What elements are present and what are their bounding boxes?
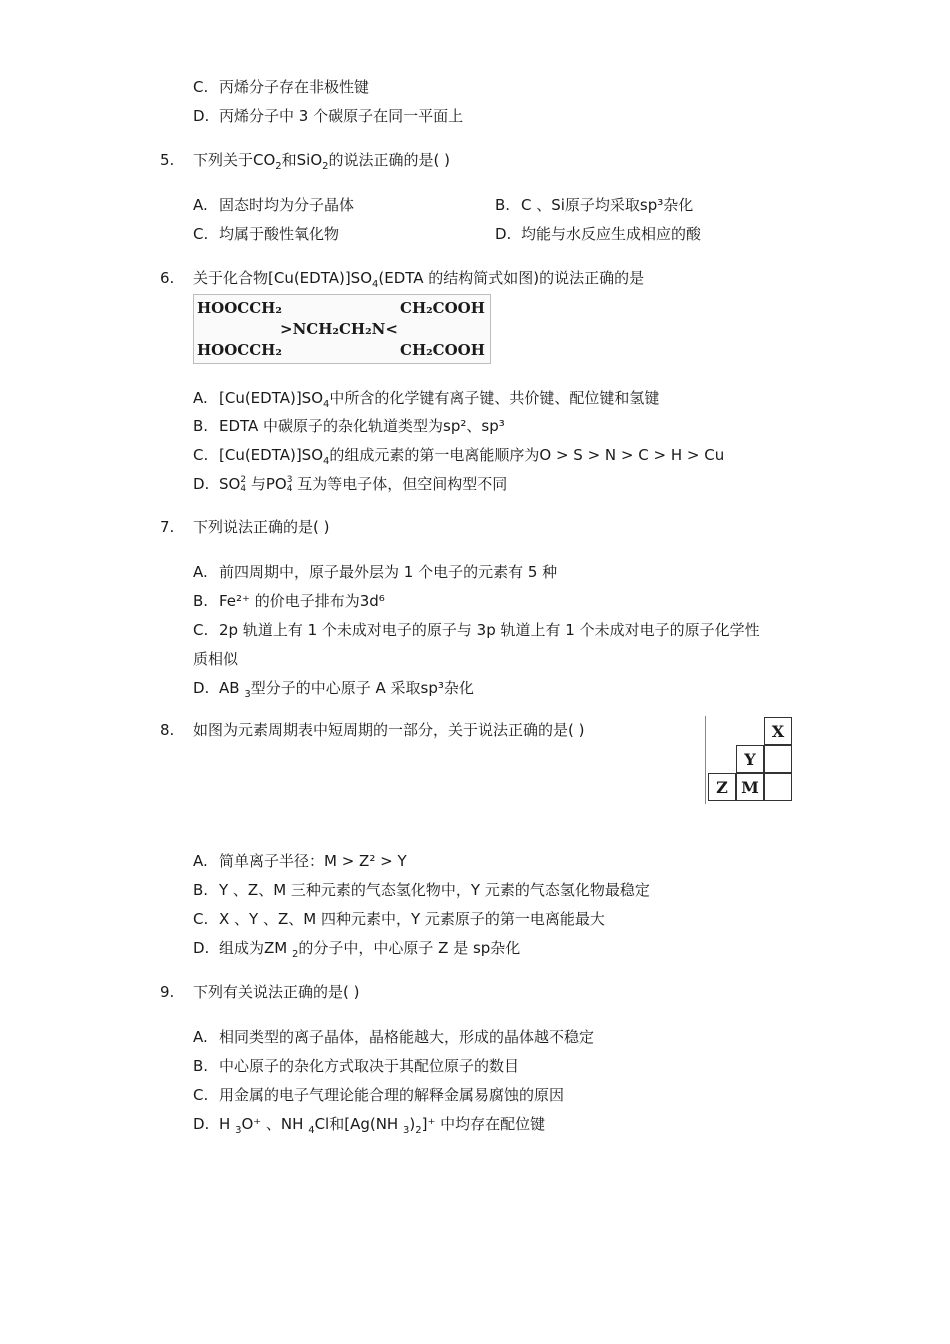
- subscript: 4: [323, 399, 330, 410]
- stem-part: 关于化合物[Cu(EDTA)]SO: [193, 269, 373, 287]
- cell-x: X: [764, 717, 792, 745]
- q8-number: 8.: [160, 721, 175, 739]
- q7-number: 7.: [160, 518, 175, 536]
- q7-option-c-continued: 质相似: [193, 650, 239, 668]
- cell-empty: [764, 745, 792, 773]
- option-text: X 、Y 、Z、M 四种元素中，Y 元素原子的第一电离能最大: [219, 910, 605, 928]
- subscript: 2: [292, 949, 299, 960]
- subscript: 4: [240, 483, 247, 494]
- option-label: D.: [193, 1115, 210, 1133]
- structure-group-top-right: CH₂COOH: [400, 299, 485, 317]
- option-label: C.: [193, 78, 209, 96]
- q6-stem: [193, 268, 644, 288]
- stem-part: 和SiO: [281, 151, 323, 169]
- option-text: 前四周期中，原子最外层为 1 个电子的元素有 5 种: [219, 563, 558, 581]
- option-text: 均属于酸性氧化物: [219, 225, 340, 243]
- option-text: ): [409, 1115, 416, 1133]
- q5-option-a: [193, 195, 354, 215]
- q5-stem: [193, 150, 450, 170]
- q9-number: 9.: [160, 983, 175, 1001]
- option-label: A.: [193, 1028, 208, 1046]
- q7-option-c: [193, 620, 760, 640]
- option-label: B.: [495, 196, 511, 214]
- option-text: SO: [219, 475, 241, 493]
- option-text: Cl和[Ag(NH: [314, 1115, 403, 1133]
- q4-option-c: [193, 77, 369, 97]
- cell-m: M: [736, 773, 764, 801]
- option-text: H: [219, 1115, 236, 1133]
- subscript: 4: [372, 279, 379, 290]
- stem-part: 的说法正确的是( ): [328, 151, 451, 169]
- option-label: D.: [193, 107, 210, 125]
- q5-option-d: [495, 224, 701, 244]
- option-text: 的组成元素的第一电离能顺序为O > S > N > C > H > Cu: [329, 446, 725, 464]
- table-left-border: [705, 716, 706, 804]
- superscript: 3: [286, 474, 293, 485]
- option-text: 型分子的中心原子 A 采取sp³杂化: [250, 679, 474, 697]
- option-text: 均能与水反应生成相应的酸: [521, 225, 702, 243]
- stem-part: 下列关于CO: [193, 151, 276, 169]
- option-label: C.: [193, 1086, 209, 1104]
- option-text: 互为等电子体，但空间构型不同: [292, 475, 508, 493]
- cell-y: Y: [736, 745, 764, 773]
- q8-option-c: [193, 909, 605, 929]
- superscript: 2: [240, 474, 247, 485]
- option-text: 2p 轨道上有 1 个未成对电子的原子与 3p 轨道上有 1 个未成对电子的原子化学性: [219, 621, 760, 639]
- q7-option-b: [193, 591, 385, 611]
- option-text: 的分子中，中心原子 Z 是 sp杂化: [298, 939, 521, 957]
- periodic-table-fragment: [705, 716, 793, 804]
- q9-option-c: [193, 1085, 564, 1105]
- option-text: [Cu(EDTA)]SO: [219, 446, 324, 464]
- option-text: AB: [219, 679, 245, 697]
- option-text: 组成为ZM: [219, 939, 292, 957]
- option-label: B.: [193, 592, 209, 610]
- option-text: C 、Si原子均采取sp³杂化: [521, 196, 694, 214]
- option-label: A.: [193, 196, 208, 214]
- q9-option-a: [193, 1027, 594, 1047]
- option-text: 与PO: [246, 475, 287, 493]
- option-text: 简单离子半径：M > Z² > Y: [219, 852, 407, 870]
- option-text: Y 、Z、M 三种元素的气态氢化物中，Y 元素的气态氢化物最稳定: [219, 881, 650, 899]
- option-label: A.: [193, 563, 208, 581]
- cell-empty: [764, 773, 792, 801]
- q7-option-d: [193, 678, 474, 698]
- option-text: Fe²⁺ 的价电子排布为3d⁶: [219, 592, 385, 610]
- option-label: D.: [193, 939, 210, 957]
- option-label: C.: [193, 446, 209, 464]
- q8-option-d: [193, 938, 520, 958]
- structure-backbone: >NCH₂CH₂N<: [280, 320, 398, 338]
- q5-option-c: [193, 224, 339, 244]
- option-text: 中所含的化学键有离子键、共价键、配位键和氢键: [329, 389, 660, 407]
- option-text: 固态时均为分子晶体: [219, 196, 355, 214]
- q6-option-d: [193, 474, 507, 494]
- subscript: 3: [402, 1125, 410, 1136]
- option-text: 丙烯分子存在非极性键: [219, 78, 370, 96]
- cell-z: Z: [708, 773, 736, 801]
- option-label: D.: [193, 679, 210, 697]
- q6-option-b: [193, 416, 505, 436]
- option-text: 用金属的电子气理论能合理的解释金属易腐蚀的原因: [219, 1086, 565, 1104]
- option-label: B.: [193, 417, 209, 435]
- q8-stem: 如图为元素周期表中短周期的一部分，关于说法正确的是( ): [193, 721, 585, 739]
- subscript: 4: [308, 1125, 315, 1136]
- option-label: B.: [193, 1057, 209, 1075]
- structure-group-bottom-right: CH₂COOH: [400, 341, 485, 359]
- q4-option-d: [193, 106, 463, 126]
- option-label: C.: [193, 621, 209, 639]
- q7-stem: 下列说法正确的是( ): [193, 518, 330, 536]
- structure-group-bottom-left: HOOCCH₂: [197, 341, 282, 359]
- q8-option-b: [193, 880, 650, 900]
- structure-group-top-left: HOOCCH₂: [197, 299, 282, 317]
- option-label: B.: [193, 881, 209, 899]
- option-label: A.: [193, 389, 208, 407]
- option-label: D.: [495, 225, 512, 243]
- option-label: C.: [193, 910, 209, 928]
- option-text: EDTA 中碳原子的杂化轨道类型为sp²、sp³: [219, 417, 505, 435]
- q6-option-c: [193, 445, 724, 465]
- subscript: 2: [415, 1125, 422, 1136]
- q6-number: 6.: [160, 269, 175, 287]
- option-text: 相同类型的离子晶体，晶格能越大，形成的晶体越不稳定: [219, 1028, 595, 1046]
- q9-option-b: [193, 1056, 519, 1076]
- subscript: 4: [286, 483, 293, 494]
- option-text: [Cu(EDTA)]SO: [219, 389, 324, 407]
- subscript: 3: [235, 1125, 242, 1136]
- q7-option-a: [193, 562, 557, 582]
- option-text: O⁺ 、NH: [241, 1115, 309, 1133]
- q6-option-a: [193, 388, 659, 408]
- q8-option-a: [193, 851, 407, 871]
- option-text: ]⁺ 中均存在配位键: [421, 1115, 546, 1133]
- q5-number: 5.: [160, 151, 175, 169]
- option-label: D.: [193, 475, 210, 493]
- subscript: 2: [275, 161, 282, 172]
- subscript: 2: [322, 161, 329, 172]
- option-label: A.: [193, 852, 208, 870]
- q5-option-b: [495, 195, 693, 215]
- stem-part: (EDTA 的结构简式如图)的说法正确的是: [378, 269, 645, 287]
- q9-stem: 下列有关说法正确的是( ): [193, 983, 360, 1001]
- subscript: 4: [323, 456, 330, 467]
- option-label: C.: [193, 225, 209, 243]
- q9-option-d: [193, 1114, 545, 1134]
- option-text: 中心原子的杂化方式取决于其配位原子的数目: [219, 1057, 520, 1075]
- edta-structure-figure: [193, 294, 491, 364]
- option-text: 丙烯分子中 3 个碳原子在同一平面上: [219, 107, 464, 125]
- subscript: 3: [244, 689, 251, 700]
